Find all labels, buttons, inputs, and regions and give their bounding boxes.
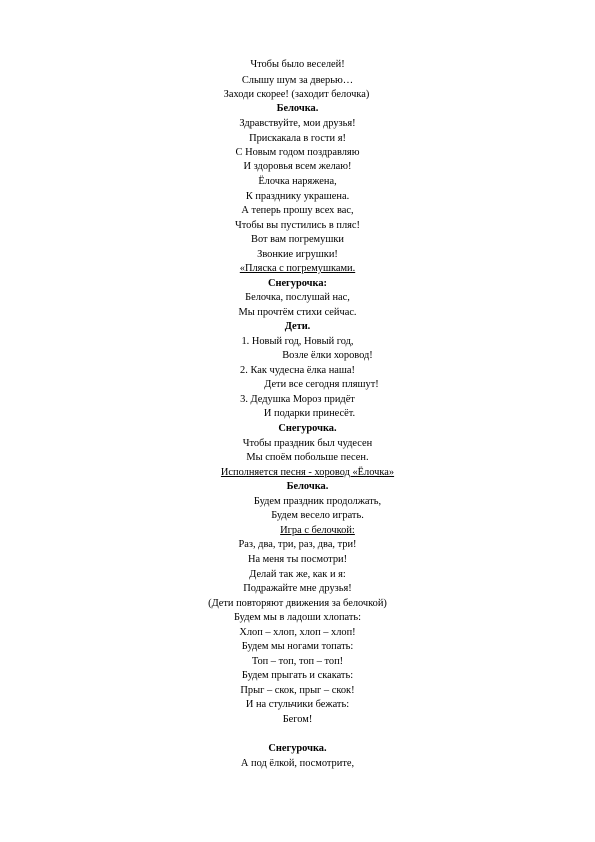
speaker-heading: Дети. [284, 321, 311, 332]
list-item: 3. Дедушка Мороз придёт [240, 394, 355, 405]
stage-direction: «Пляска с погремушками. [239, 263, 356, 274]
speaker-heading: Снегурочка. [278, 423, 337, 434]
text-line: Топ – топ, топ – топ! [251, 656, 344, 667]
text-line: Заходи скорее! (заходит белочка) [223, 89, 370, 100]
stage-direction: Игра с белочкой: [280, 525, 355, 536]
text-line: Мы споём побольше песен. [246, 452, 369, 463]
text-line: Подражайте мне друзья! [243, 583, 352, 594]
stage-direction: (Дети повторяют движения за белочкой) [208, 598, 387, 609]
text-line: Возле ёлки хоровод! [282, 350, 373, 361]
text-line: Хлоп – хлоп, хлоп – хлоп! [239, 627, 356, 638]
speaker-heading: Белочка. [276, 103, 319, 114]
speaker-heading: Снегурочка. [268, 743, 327, 754]
list-item: 2. Как чудесна ёлка наша! [240, 365, 355, 376]
text-line: Чтобы праздник был чудесен [242, 438, 373, 449]
text-line: Ёлочка наряжена, [258, 176, 337, 187]
text-line: Будем весело играть. [271, 510, 364, 521]
text-line: И на стульчики бежать: [245, 699, 350, 710]
text-line: Мы прочтём стихи сейчас. [238, 307, 357, 318]
text-line: А под ёлкой, посмотрите, [240, 758, 355, 769]
speaker-heading: Снегурочка: [267, 278, 328, 289]
text-line: Раз, два, три, раз, два, три! [238, 539, 357, 550]
speaker-heading: Белочка. [286, 481, 329, 492]
text-line: Будем праздник продолжать, [253, 496, 382, 507]
stage-direction: Исполняется песня - хоровод «Ёлочка» [220, 467, 395, 478]
text-line: К празднику украшена. [245, 191, 350, 202]
text-line: Будем мы в ладоши хлопать: [233, 612, 362, 623]
text-line: Прыг – скок, прыг – скок! [240, 685, 355, 696]
text-line: Чтобы вы пустились в пляс! [235, 220, 360, 231]
text-line: Чтобы было веселей! [250, 59, 345, 70]
text-line: Дети все сегодня пляшут! [264, 379, 379, 390]
text-line: Будем прыгать и скакать: [241, 670, 354, 681]
text-line: Белочка, послушай нас, [245, 292, 350, 303]
text-line: Здравствуйте, мои друзья! [239, 118, 356, 129]
text-line: И здоровья всем желаю! [243, 161, 352, 172]
text-line: А теперь прошу всех вас, [241, 205, 354, 216]
text-line: Будем мы ногами топать: [241, 641, 354, 652]
text-line: Вот вам погремушки [251, 234, 344, 245]
text-line: Слышу шум за дверью… [241, 75, 354, 86]
text-line: С Новым годом поздравляю [235, 147, 360, 158]
list-item: 1. Новый год, Новый год, [241, 336, 354, 347]
text-line: Бегом! [282, 714, 313, 725]
text-line: Делай так же, как и я: [249, 569, 346, 580]
text-line: И подарки принесёт. [263, 408, 356, 419]
text-line: Прискакала в гости я! [249, 133, 346, 144]
text-line: На меня ты посмотри! [247, 554, 348, 565]
text-line: Звонкие игрушки! [257, 249, 338, 260]
